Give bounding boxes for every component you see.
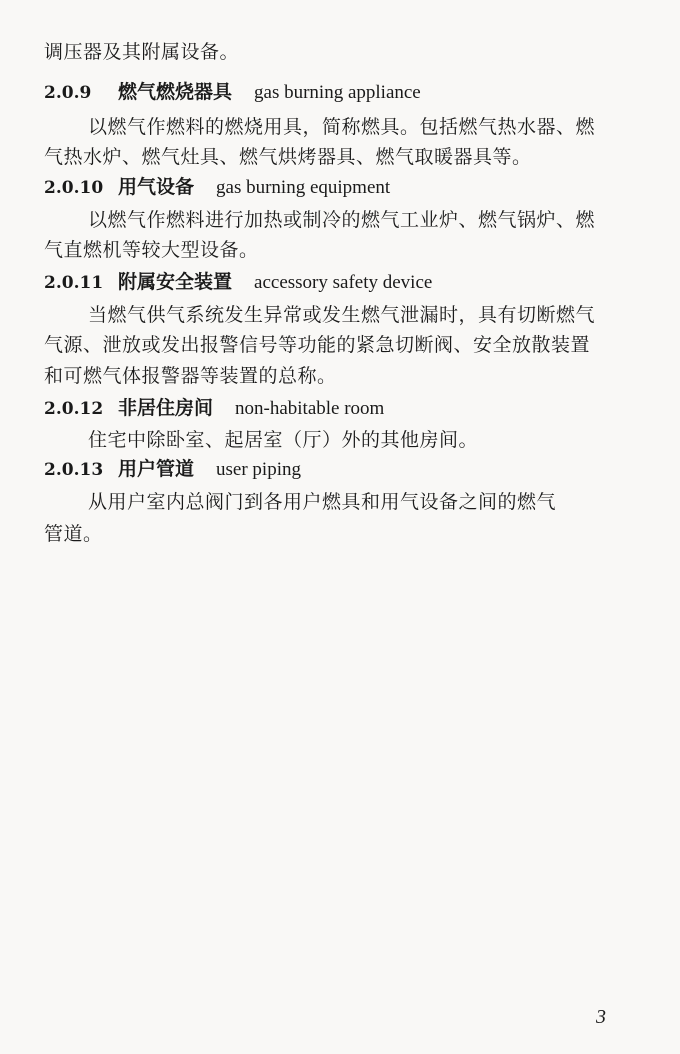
page-number: 3 bbox=[596, 1006, 606, 1028]
term-chinese: 用户管道 bbox=[118, 458, 195, 480]
term-heading-2-0-9 bbox=[44, 80, 421, 105]
term-chinese: 燃气燃烧器具 bbox=[118, 81, 233, 103]
definition-line: 以燃气作燃料的燃烧用具，简称燃具。包括燃气热水器、燃 bbox=[88, 116, 596, 138]
term-number: 2.0.12 bbox=[44, 399, 104, 419]
term-heading-2-0-10 bbox=[44, 175, 390, 200]
term-chinese: 用气设备 bbox=[118, 176, 195, 198]
term-chinese: 附属安全装置 bbox=[118, 271, 233, 293]
definition-line: 以燃气作燃料进行加热或制冷的燃气工业炉、燃气锅炉、燃 bbox=[88, 209, 596, 231]
definition-line: 住宅中除卧室、起居室（厅）外的其他房间。 bbox=[88, 429, 479, 451]
term-number: 2.0.10 bbox=[44, 178, 104, 198]
definition-line: 和可燃气体报警器等装置的总称。 bbox=[44, 365, 337, 387]
term-number: 2.0.9 bbox=[44, 83, 92, 103]
definition-line: 当燃气供气系统发生异常或发生燃气泄漏时，具有切断燃气 bbox=[88, 304, 596, 326]
term-heading-2-0-11 bbox=[44, 270, 432, 295]
definition-line: 气热水炉、燃气灶具、燃气烘烤器具、燃气取暖器具等。 bbox=[44, 146, 532, 168]
term-number: 2.0.13 bbox=[44, 460, 104, 480]
term-english: non-habitable room bbox=[235, 398, 385, 419]
definition-line: 管道。 bbox=[44, 523, 103, 545]
term-english: user piping bbox=[216, 459, 301, 480]
term-english: gas burning appliance bbox=[254, 82, 421, 103]
definition-line: 气直燃机等较大型设备。 bbox=[44, 239, 259, 261]
text-line: 调压器及其附属设备。 bbox=[44, 41, 240, 63]
term-english: gas burning equipment bbox=[216, 177, 391, 198]
definition-line: 气源、泄放或发出报警信号等功能的紧急切断阀、安全放散装置 bbox=[44, 334, 591, 356]
term-heading-2-0-13 bbox=[44, 457, 301, 482]
term-chinese: 非居住房间 bbox=[118, 397, 214, 419]
definition-line: 从用户室内总阀门到各用户燃具和用气设备之间的燃气 bbox=[88, 491, 557, 513]
term-english: accessory safety device bbox=[254, 272, 433, 293]
term-number: 2.0.11 bbox=[44, 273, 104, 293]
term-heading-2-0-12 bbox=[44, 396, 384, 421]
